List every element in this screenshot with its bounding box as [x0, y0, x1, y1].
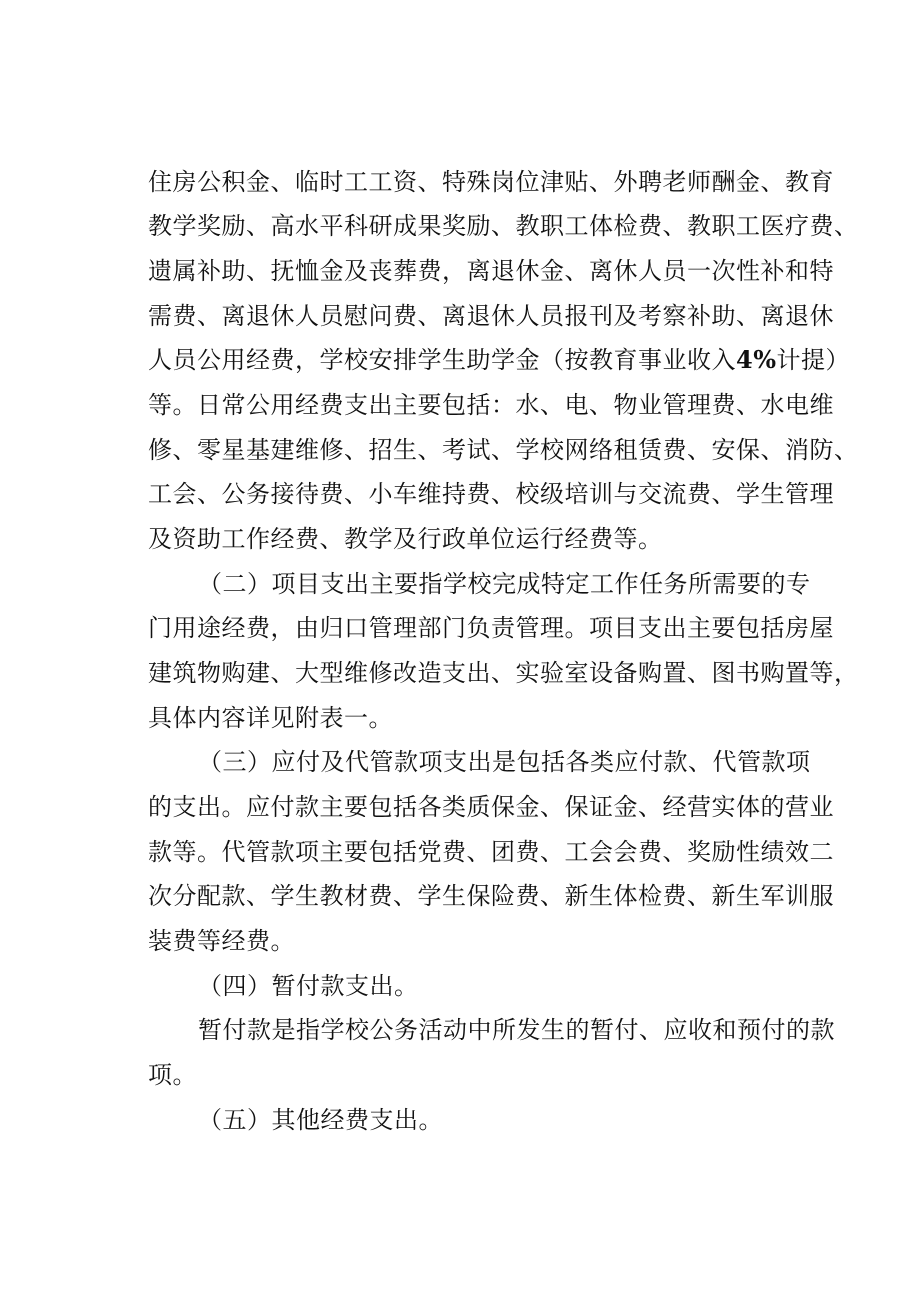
text-line: 及资助工作经费、教学及行政单位运行经费等。: [148, 525, 663, 553]
text-line: 款等。代管款项主要包括党费、团费、工会会费、奖励性绩效二: [148, 838, 834, 866]
text-line: [148, 345, 851, 375]
text-line: 装费等经费。: [148, 927, 295, 955]
section-heading: （五）其他经费支出。: [198, 1106, 443, 1134]
text-line: 项。: [148, 1061, 197, 1089]
text-line: 建筑物购建、大型维修改造支出、实验室设备购置、图书购置等，: [148, 659, 859, 687]
text-line: （二）项目支出主要指学校完成特定工作任务所需要的专: [198, 570, 811, 598]
text-line: 工会、公务接待费、小车维持费、校级培训与交流费、学生管理: [148, 480, 834, 508]
text-line: （三）应付及代管款项支出是包括各类应付款、代管款项: [198, 748, 811, 776]
section-heading: （四）暂付款支出。: [198, 972, 419, 1000]
percentage-value: 4%: [736, 345, 777, 374]
text-line: 暂付款是指学校公务活动中所发生的暂付、应收和预付的款: [198, 1016, 835, 1044]
text-line: 次分配款、学生教材费、学生保险费、新生体检费、新生军训服: [148, 882, 834, 910]
text-line: 的支出。应付款主要包括各类质保金、保证金、经营实体的营业: [148, 793, 834, 821]
text-line: 等。日常公用经费支出主要包括：水、电、物业管理费、水电维: [148, 391, 834, 419]
text-line: 住房公积金、临时工工资、特殊岗位津贴、外聘老师酬金、教育: [148, 168, 834, 196]
text-line: 修、零星基建维修、招生、考试、学校网络租赁费、安保、消防、: [148, 436, 859, 464]
text-line: 遗属补助、抚恤金及丧葬费，离退休金、离休人员一次性补和特: [148, 257, 834, 285]
text-line: 需费、离退休人员慰问费、离退休人员报刊及考察补助、离退休: [148, 302, 834, 330]
text-segment: 人员公用经费，学校安排学生助学金（按教育事业收入: [148, 346, 736, 374]
text-line: 教学奖励、高水平科研成果奖励、教职工体检费、教职工医疗费、: [148, 212, 859, 240]
text-line: 具体内容详见附表一。: [148, 704, 393, 732]
text-line: 门用途经费，由归口管理部门负责管理。项目支出主要包括房屋: [148, 614, 834, 642]
text-segment: 计提）: [776, 346, 851, 374]
